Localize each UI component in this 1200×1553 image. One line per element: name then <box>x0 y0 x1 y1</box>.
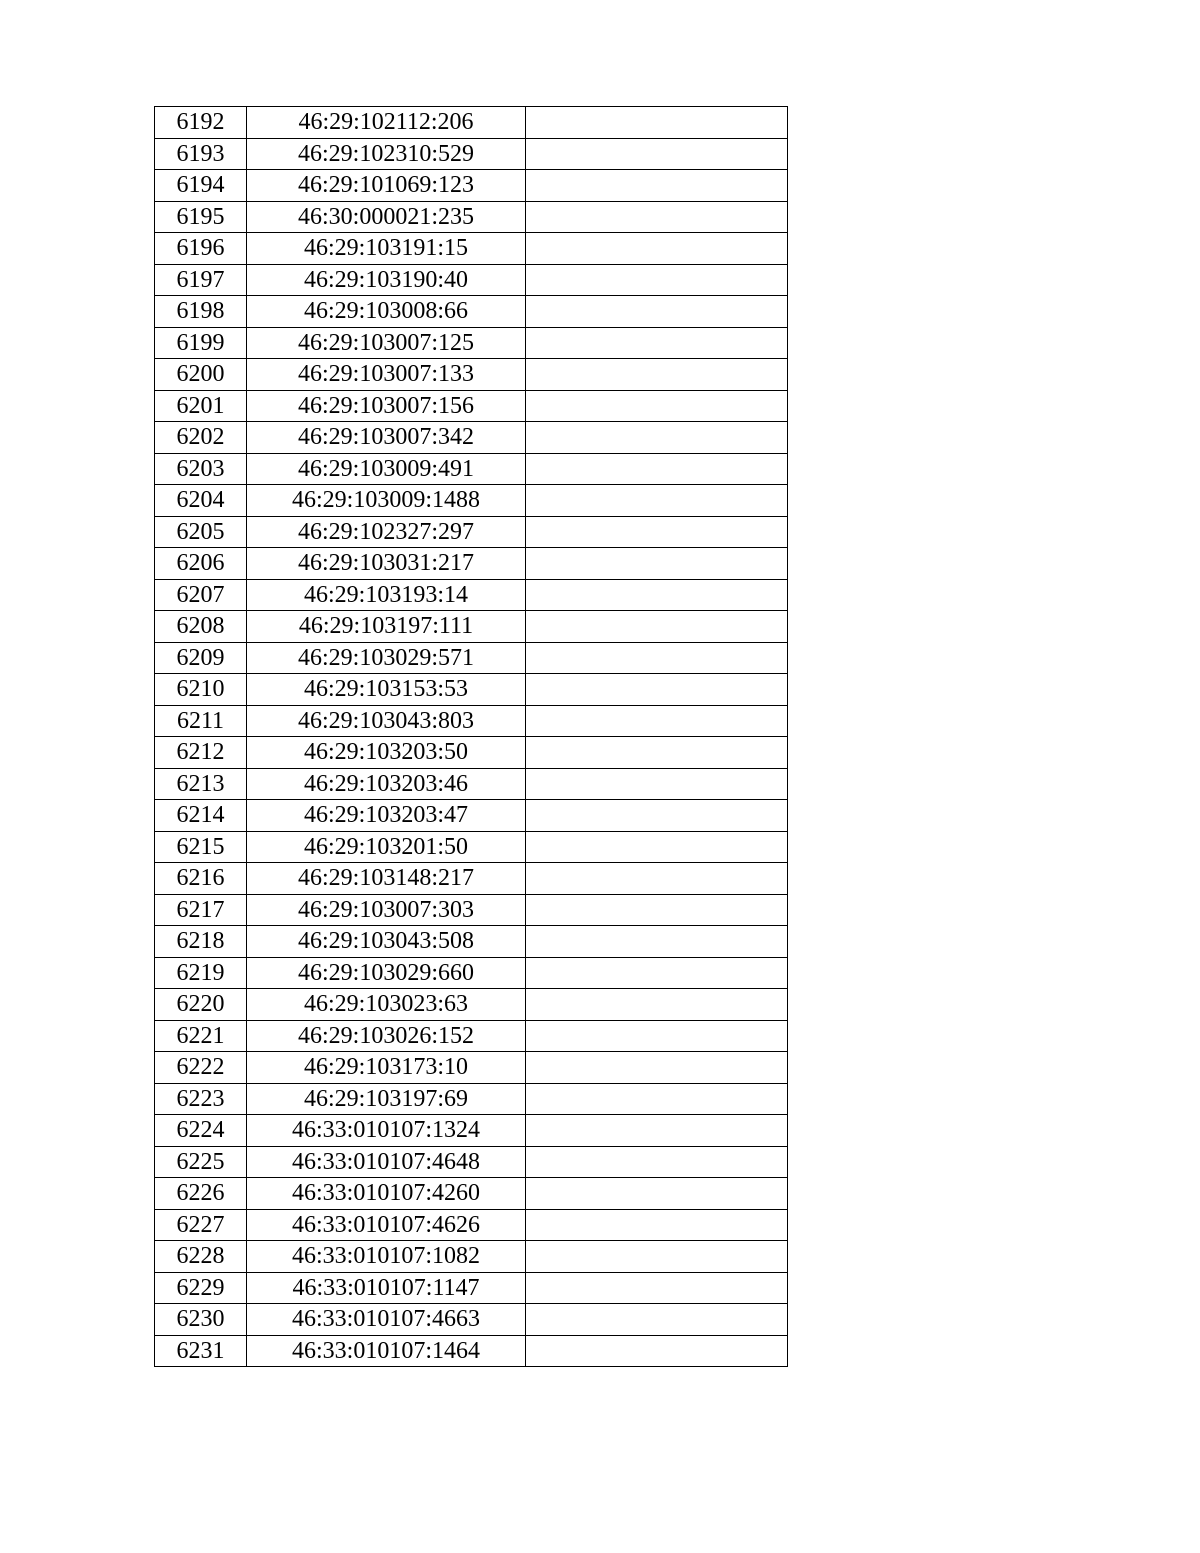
table-row <box>155 1209 788 1241</box>
empty-cell <box>526 453 788 485</box>
table-row <box>155 989 788 1021</box>
cadastral-number-cell: 46:29:103173:10 <box>247 1052 526 1084</box>
empty-cell <box>526 800 788 832</box>
cadastral-number-cell: 46:29:103197:69 <box>247 1083 526 1115</box>
cadastral-number-table <box>154 106 788 1367</box>
table-row <box>155 611 788 643</box>
table-row <box>155 516 788 548</box>
table-row <box>155 1146 788 1178</box>
table-row <box>155 1272 788 1304</box>
table-row <box>155 957 788 989</box>
cadastral-number-cell: 46:29:103203:50 <box>247 737 526 769</box>
row-number-cell: 6200 <box>155 359 247 391</box>
table-row <box>155 1083 788 1115</box>
row-number-cell: 6206 <box>155 548 247 580</box>
cadastral-number-cell: 46:29:103007:156 <box>247 390 526 422</box>
cadastral-number-cell: 46:33:010107:4648 <box>247 1146 526 1178</box>
table-row <box>155 548 788 580</box>
cadastral-number-cell: 46:29:102327:297 <box>247 516 526 548</box>
row-number-cell: 6197 <box>155 264 247 296</box>
cadastral-number-cell: 46:29:103009:1488 <box>247 485 526 517</box>
cadastral-number-cell: 46:29:102310:529 <box>247 138 526 170</box>
row-number-cell: 6229 <box>155 1272 247 1304</box>
empty-cell <box>526 264 788 296</box>
cadastral-number-cell: 46:33:010107:4663 <box>247 1304 526 1336</box>
table-row <box>155 264 788 296</box>
cadastral-number-cell: 46:30:000021:235 <box>247 201 526 233</box>
cadastral-number-cell: 46:29:103026:152 <box>247 1020 526 1052</box>
row-number-cell: 6199 <box>155 327 247 359</box>
cadastral-number-cell: 46:29:103007:342 <box>247 422 526 454</box>
cadastral-number-cell: 46:29:103009:491 <box>247 453 526 485</box>
table-row <box>155 170 788 202</box>
empty-cell <box>526 359 788 391</box>
row-number-cell: 6223 <box>155 1083 247 1115</box>
table-row <box>155 1178 788 1210</box>
row-number-cell: 6207 <box>155 579 247 611</box>
empty-cell <box>526 1335 788 1367</box>
row-number-cell: 6203 <box>155 453 247 485</box>
empty-cell <box>526 296 788 328</box>
cadastral-number-cell: 46:29:102112:206 <box>247 107 526 139</box>
row-number-cell: 6204 <box>155 485 247 517</box>
empty-cell <box>526 485 788 517</box>
cadastral-number-cell: 46:29:103153:53 <box>247 674 526 706</box>
empty-cell <box>526 1304 788 1336</box>
empty-cell <box>526 170 788 202</box>
row-number-cell: 6227 <box>155 1209 247 1241</box>
cadastral-number-cell: 46:29:103007:303 <box>247 894 526 926</box>
table-row <box>155 1304 788 1336</box>
empty-cell <box>526 233 788 265</box>
cadastral-number-cell: 46:29:103193:14 <box>247 579 526 611</box>
cadastral-number-cell: 46:29:103201:50 <box>247 831 526 863</box>
row-number-cell: 6210 <box>155 674 247 706</box>
empty-cell <box>526 926 788 958</box>
empty-cell <box>526 737 788 769</box>
cadastral-number-cell: 46:29:103023:63 <box>247 989 526 1021</box>
row-number-cell: 6218 <box>155 926 247 958</box>
row-number-cell: 6202 <box>155 422 247 454</box>
empty-cell <box>526 390 788 422</box>
table-row <box>155 768 788 800</box>
cadastral-number-cell: 46:33:010107:1464 <box>247 1335 526 1367</box>
table-row <box>155 831 788 863</box>
table-row <box>155 485 788 517</box>
row-number-cell: 6205 <box>155 516 247 548</box>
empty-cell <box>526 1083 788 1115</box>
empty-cell <box>526 1052 788 1084</box>
table-row <box>155 138 788 170</box>
table-row <box>155 233 788 265</box>
empty-cell <box>526 611 788 643</box>
row-number-cell: 6228 <box>155 1241 247 1273</box>
cadastral-number-cell: 46:29:103197:111 <box>247 611 526 643</box>
row-number-cell: 6194 <box>155 170 247 202</box>
cadastral-number-cell: 46:29:103043:508 <box>247 926 526 958</box>
cadastral-number-cell: 46:33:010107:1082 <box>247 1241 526 1273</box>
row-number-cell: 6209 <box>155 642 247 674</box>
empty-cell <box>526 705 788 737</box>
table-row <box>155 642 788 674</box>
cadastral-number-cell: 46:29:103029:660 <box>247 957 526 989</box>
empty-cell <box>526 768 788 800</box>
row-number-cell: 6231 <box>155 1335 247 1367</box>
table-row <box>155 422 788 454</box>
row-number-cell: 6226 <box>155 1178 247 1210</box>
table-row <box>155 390 788 422</box>
empty-cell <box>526 863 788 895</box>
table-row <box>155 705 788 737</box>
empty-cell <box>526 327 788 359</box>
row-number-cell: 6224 <box>155 1115 247 1147</box>
empty-cell <box>526 957 788 989</box>
table-body <box>155 107 788 1367</box>
table-row <box>155 863 788 895</box>
table-row <box>155 737 788 769</box>
cadastral-number-cell: 46:29:101069:123 <box>247 170 526 202</box>
empty-cell <box>526 201 788 233</box>
table-row <box>155 359 788 391</box>
empty-cell <box>526 642 788 674</box>
empty-cell <box>526 1241 788 1273</box>
empty-cell <box>526 674 788 706</box>
cadastral-number-cell: 46:29:103043:803 <box>247 705 526 737</box>
cadastral-number-cell: 46:29:103031:217 <box>247 548 526 580</box>
empty-cell <box>526 1146 788 1178</box>
row-number-cell: 6201 <box>155 390 247 422</box>
table-row <box>155 1115 788 1147</box>
row-number-cell: 6211 <box>155 705 247 737</box>
row-number-cell: 6215 <box>155 831 247 863</box>
empty-cell <box>526 1020 788 1052</box>
row-number-cell: 6196 <box>155 233 247 265</box>
row-number-cell: 6213 <box>155 768 247 800</box>
row-number-cell: 6198 <box>155 296 247 328</box>
empty-cell <box>526 516 788 548</box>
cadastral-number-cell: 46:29:103203:46 <box>247 768 526 800</box>
row-number-cell: 6220 <box>155 989 247 1021</box>
row-number-cell: 6219 <box>155 957 247 989</box>
empty-cell <box>526 1209 788 1241</box>
table-row <box>155 1335 788 1367</box>
empty-cell <box>526 107 788 139</box>
table-row <box>155 1052 788 1084</box>
table-row <box>155 1020 788 1052</box>
row-number-cell: 6230 <box>155 1304 247 1336</box>
row-number-cell: 6212 <box>155 737 247 769</box>
table-row <box>155 579 788 611</box>
cadastral-number-cell: 46:29:103148:217 <box>247 863 526 895</box>
row-number-cell: 6208 <box>155 611 247 643</box>
table-row <box>155 894 788 926</box>
cadastral-number-cell: 46:29:103007:133 <box>247 359 526 391</box>
empty-cell <box>526 989 788 1021</box>
row-number-cell: 6217 <box>155 894 247 926</box>
table-row <box>155 296 788 328</box>
table-row <box>155 674 788 706</box>
empty-cell <box>526 1115 788 1147</box>
empty-cell <box>526 831 788 863</box>
row-number-cell: 6192 <box>155 107 247 139</box>
row-number-cell: 6214 <box>155 800 247 832</box>
empty-cell <box>526 579 788 611</box>
row-number-cell: 6225 <box>155 1146 247 1178</box>
empty-cell <box>526 1178 788 1210</box>
row-number-cell: 6222 <box>155 1052 247 1084</box>
cadastral-number-cell: 46:33:010107:4626 <box>247 1209 526 1241</box>
cadastral-number-cell: 46:29:103008:66 <box>247 296 526 328</box>
table-row <box>155 1241 788 1273</box>
cadastral-number-cell: 46:29:103007:125 <box>247 327 526 359</box>
table-row <box>155 926 788 958</box>
table-row <box>155 327 788 359</box>
empty-cell <box>526 894 788 926</box>
table-row <box>155 800 788 832</box>
cadastral-number-cell: 46:33:010107:1324 <box>247 1115 526 1147</box>
cadastral-number-cell: 46:29:103029:571 <box>247 642 526 674</box>
empty-cell <box>526 548 788 580</box>
cadastral-number-cell: 46:29:103190:40 <box>247 264 526 296</box>
table-row <box>155 453 788 485</box>
empty-cell <box>526 1272 788 1304</box>
empty-cell <box>526 422 788 454</box>
cadastral-number-cell: 46:33:010107:1147 <box>247 1272 526 1304</box>
row-number-cell: 6216 <box>155 863 247 895</box>
table-row <box>155 107 788 139</box>
empty-cell <box>526 138 788 170</box>
cadastral-number-cell: 46:29:103191:15 <box>247 233 526 265</box>
row-number-cell: 6193 <box>155 138 247 170</box>
cadastral-number-cell: 46:29:103203:47 <box>247 800 526 832</box>
row-number-cell: 6195 <box>155 201 247 233</box>
table-row <box>155 201 788 233</box>
row-number-cell: 6221 <box>155 1020 247 1052</box>
cadastral-number-cell: 46:33:010107:4260 <box>247 1178 526 1210</box>
